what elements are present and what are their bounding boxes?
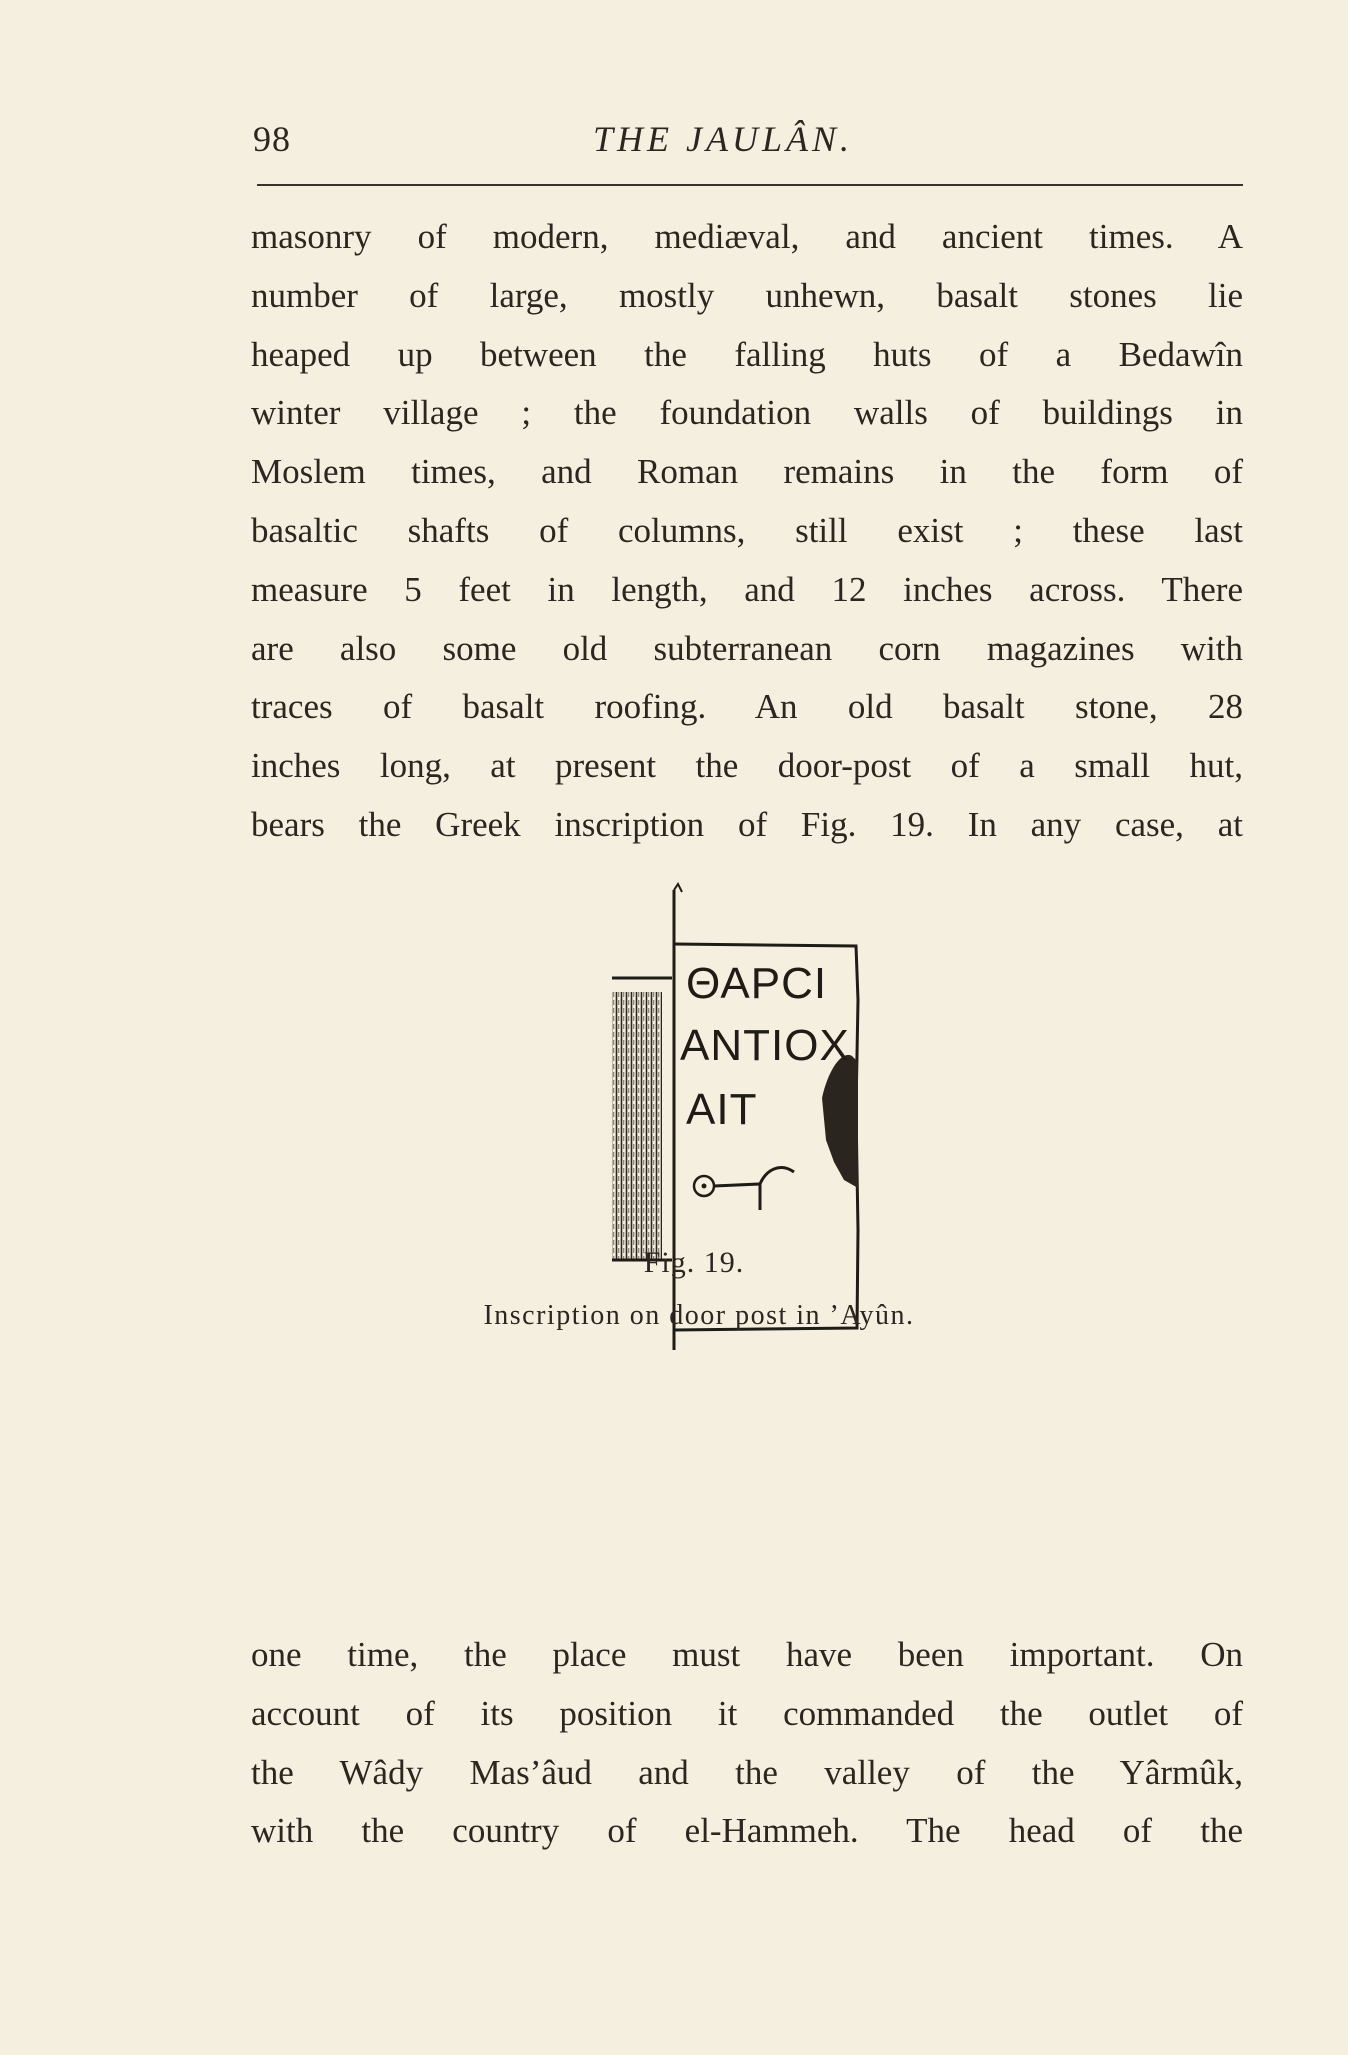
inscription-line: ΑΝΤΙΟΧ: [680, 1021, 850, 1070]
text-line: basaltic shafts of columns, still exist ; these last: [251, 510, 1243, 550]
text-line: inches long, at present the door-post of a small hut,: [251, 746, 1243, 786]
text-line: heaped up between the falling huts of a Bedawîn: [251, 334, 1243, 374]
text-line: winter village ; the foundation walls of buildings in: [251, 393, 1243, 433]
text-line: are also some old subterranean corn magazines with: [251, 628, 1243, 668]
paragraph-bottom: [251, 1626, 1243, 1861]
broken-stone-patch: [822, 1055, 858, 1188]
text-line: one time, the place must have been important. On: [251, 1635, 1243, 1674]
paragraph-top: [251, 208, 1243, 855]
door-post-drawing: [590, 880, 880, 1480]
figure-number: Fig. 19.: [643, 1246, 745, 1279]
stone-side-shading: [612, 992, 662, 1260]
text-line: masonry of modern, mediæval, and ancient times. A: [251, 217, 1243, 256]
inscription-line: ΑΙΤ: [686, 1085, 758, 1134]
page-number: 98: [253, 119, 291, 159]
text-line: bears the Greek inscription of Fig. 19. In any case, at: [251, 804, 1243, 844]
header-rule: [257, 184, 1243, 186]
text-line: the Wâdy Mas’âud and the valley of the Yârmûk,: [251, 1752, 1243, 1792]
inscription-line: ΘΑΡCΙ: [686, 959, 828, 1008]
text-line: number of large, mostly unhewn, basalt stones lie: [251, 275, 1243, 315]
text-line: traces of basalt roofing. An old basalt stone, 28: [251, 687, 1243, 727]
figure-caption: Inscription on door post in ’Ayûn.: [483, 1300, 915, 1331]
text-line: measure 5 feet in length, and 12 inches across. There: [251, 569, 1243, 609]
inscription-figure: [590, 880, 880, 1480]
text-line: with the country of el-Hammeh. The head of the: [251, 1811, 1243, 1851]
text-line: account of its position it commanded the outlet of: [251, 1693, 1243, 1733]
text-line: Moslem times, and Roman remains in the form of: [251, 452, 1243, 492]
running-head: [253, 118, 1243, 168]
running-title: THE JAULÂN.: [593, 119, 853, 159]
